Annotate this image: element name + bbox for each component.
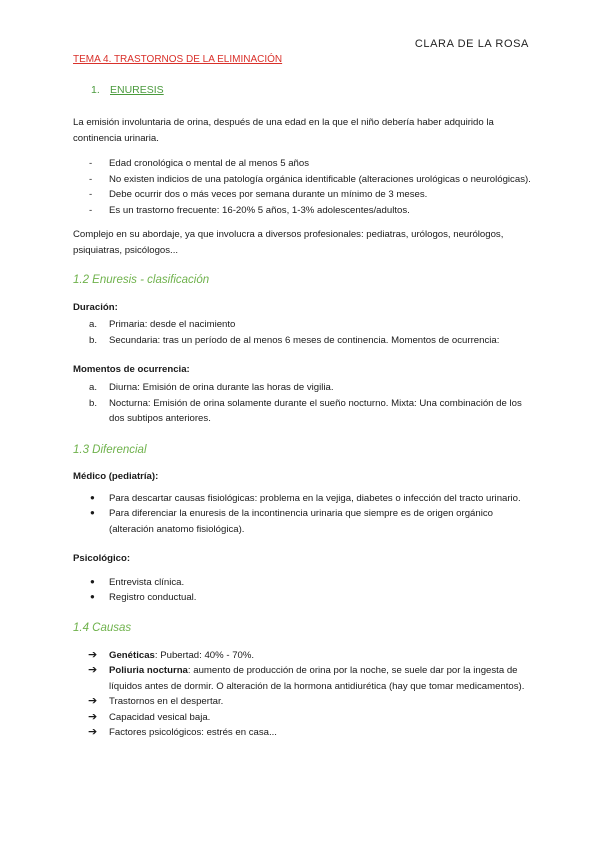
medico-label: Médico (pediatría): — [73, 471, 159, 483]
list-item: ● Entrevista clínica. — [90, 576, 185, 588]
author-name: CLARA DE LA ROSA — [414, 38, 529, 50]
duracion-list — [73, 317, 533, 348]
list-item: ● Registro conductual. — [90, 592, 197, 604]
duracion-block — [73, 300, 533, 349]
momentos-block — [73, 362, 533, 426]
subsection-heading-diferencial: 1.3 Diferencial — [73, 443, 147, 456]
list-item: ● Para diferenciar la enuresis de la incontinencia urinaria que siempre es de origen orgánico (alteración anatomo fisiológica). — [90, 508, 493, 535]
psicologico-list — [73, 575, 533, 606]
medico-block — [73, 469, 533, 537]
list-item: b. Secundaria: tras un período de al menos 6 meses de continencia. Momentos de ocurrencia: — [89, 334, 500, 346]
document-content — [73, 82, 533, 741]
list-item: ➔ Factores psicológicos: estrés en casa... — [73, 725, 533, 741]
list-item: ● Para descartar causas fisiológicas: problema en la vejiga, diabetes o infección del tracto urinario. — [90, 492, 521, 504]
list-item: ➔ Poliuria nocturna: aumento de producción de orina por la noche, se suele dar por la ingesta de líquidos antes de dormir. O alteración de la hormona antidiurética (hay que tomar medicamentos). — [88, 664, 525, 692]
momentos-label: Momentos de ocurrencia: — [73, 364, 190, 376]
psicologico-block — [73, 551, 533, 606]
dash-marker: - — [89, 173, 93, 185]
bullet-icon: ● — [90, 492, 95, 502]
section-number: 1. — [91, 84, 100, 96]
dash-marker: - — [89, 189, 93, 201]
list-item: b. Nocturna: Emisión de orina solamente durante el sueño nocturno. Mixta: Una combinación de los dos subtipos anteriores. — [89, 397, 522, 425]
criteria-list — [73, 156, 533, 218]
list-item: - No existen indicios de una patología orgánica identificable (alteraciones urológicas o neurológicas). — [73, 172, 533, 188]
list-item: ➔ Trastornos en el despertar. — [73, 694, 533, 710]
arrow-right-icon: ➔ — [88, 695, 98, 708]
list-item: - Debe ocurrir dos o más veces por semana durante un mínimo de 3 meses. — [73, 187, 533, 203]
list-item: - Edad cronológica o mental de al menos 5 años — [73, 156, 533, 172]
duracion-label: Duración: — [73, 301, 118, 313]
bullet-icon: ● — [90, 592, 95, 602]
arrow-right-icon: ➔ — [88, 664, 98, 677]
arrow-right-icon: ➔ — [88, 726, 98, 739]
list-item: a. Diurna: Emisión de orina durante las horas de vigilia. — [89, 382, 334, 393]
arrow-right-icon: ➔ — [88, 648, 98, 661]
document-title: TEMA 4. TRASTORNOS DE LA ELIMINACIÓN — [73, 54, 283, 65]
dash-marker: - — [89, 204, 93, 216]
section-title: ENURESIS — [110, 84, 164, 96]
list-item: a. Primaria: desde el nacimiento — [89, 319, 236, 331]
enuresis-definition: La emisión involuntaria de orina, después de una edad en la que el niño debería haber adquirido la continencia urinaria. — [73, 117, 494, 144]
enuresis-closing: Complejo en su abordaje, ya que involucra a diversos profesionales: pediatras, urólogos, neurólogos, psiquiatras, psicólogos... — [73, 229, 504, 256]
list-item: ➔ Genéticas: Pubertad: 40% - 70%. — [73, 648, 533, 664]
causas-list — [73, 648, 533, 741]
list-item: ➔ Capacidad vesical baja. — [73, 710, 533, 726]
subsection-heading-clasificacion: 1.2 Enuresis - clasificación — [73, 274, 210, 287]
momentos-list — [73, 380, 533, 427]
dash-marker: - — [89, 158, 93, 170]
bullet-icon: ● — [90, 576, 95, 586]
list-item: - Es un trastorno frecuente: 16-20% 5 años, 1-3% adolescentes/adultos. — [73, 203, 533, 219]
section-heading-enuresis — [91, 82, 533, 99]
psicologico-label: Psicológico: — [73, 553, 131, 565]
medico-list — [73, 491, 533, 538]
subsection-heading-causas: 1.4 Causas — [73, 621, 132, 634]
bullet-icon: ● — [90, 508, 95, 518]
arrow-right-icon: ➔ — [88, 710, 98, 723]
